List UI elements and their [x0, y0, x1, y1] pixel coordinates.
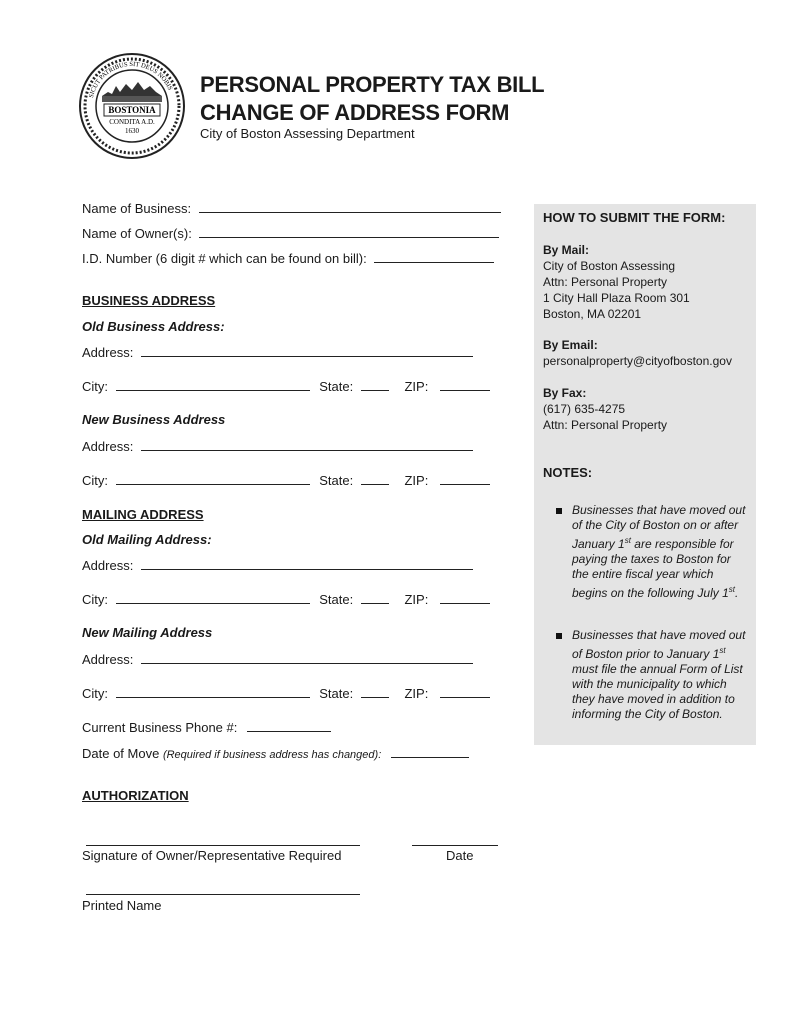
fax-attn: Attn: Personal Property — [543, 418, 668, 432]
owner-name-label: Name of Owner(s): — [82, 226, 192, 241]
seal-motto-text: SICUT PATRIBUS SIT DEUS NOBIS — [87, 60, 174, 99]
note-2: Businesses that have moved out of Boston prior to January 1st must file the annual Form of List with the municipality to which they have moved in addition to informing the City of Boston. — [572, 628, 746, 721]
address-label: Address: — [82, 345, 134, 360]
new-mailing-state-input[interactable] — [361, 685, 389, 698]
authorization-heading: AUTHORIZATION — [82, 788, 189, 803]
new-business-address-row — [82, 438, 473, 454]
address-label: Address: — [82, 439, 134, 454]
old-mailing-address-input[interactable] — [141, 557, 473, 570]
fax-number: (617) 635-4275 — [543, 402, 626, 416]
old-business-city-row — [82, 378, 490, 394]
note-1: Businesses that have moved out of the City of Boston on or after January 1st are responsible for paying the taxes to Boston for the entire fiscal year which begins on the following July 1st. — [572, 503, 746, 600]
fax-heading: By Fax: — [543, 386, 587, 400]
state-label: State: — [319, 379, 354, 394]
owner-name-input[interactable] — [199, 225, 499, 238]
submit-heading: HOW TO SUBMIT THE FORM: — [543, 210, 726, 225]
printed-name-label: Printed Name — [82, 898, 162, 913]
city-label: City: — [82, 379, 108, 394]
new-mailing-address-row — [82, 651, 473, 667]
new-mailing-city-row — [82, 685, 490, 701]
state-label: State: — [319, 686, 354, 701]
id-number-field-row — [82, 250, 494, 266]
mail-line-1: City of Boston Assessing — [543, 259, 676, 273]
phone-label: Current Business Phone #: — [82, 720, 238, 735]
department-subtitle: City of Boston Assessing Department — [200, 126, 415, 141]
bullet-icon — [556, 508, 562, 514]
email-heading: By Email: — [543, 338, 598, 352]
business-name-field-row — [82, 200, 501, 216]
old-mailing-city-input[interactable] — [116, 591, 310, 604]
old-mailing-zip-input[interactable] — [440, 591, 490, 604]
mail-line-3: 1 City Hall Plaza Room 301 — [543, 291, 690, 305]
old-business-address-row — [82, 344, 473, 360]
move-date-note: (Required if business address has changed): — [162, 749, 382, 761]
new-mailing-city-input[interactable] — [116, 685, 310, 698]
notes-heading: NOTES: — [543, 465, 593, 480]
email-address: personalproperty@cityofboston.gov — [543, 354, 732, 368]
new-business-address-heading: New Business Address — [82, 412, 226, 427]
new-business-state-input[interactable] — [361, 472, 389, 485]
printed-name-input[interactable] — [86, 894, 360, 895]
mail-line-4: Boston, MA 02201 — [543, 307, 642, 321]
form-title-line1: PERSONAL PROPERTY TAX BILL — [200, 72, 545, 97]
zip-label: ZIP: — [404, 592, 429, 607]
zip-label: ZIP: — [404, 473, 429, 488]
owner-name-field-row — [82, 225, 499, 241]
seal-city-text: BOSTONIA — [108, 105, 156, 115]
city-label: City: — [82, 592, 108, 607]
state-label: State: — [319, 473, 354, 488]
old-mailing-address-heading: Old Mailing Address: — [82, 532, 212, 547]
new-business-city-input[interactable] — [116, 472, 310, 485]
instructions-sidebar — [534, 204, 756, 745]
id-number-input[interactable] — [374, 250, 494, 263]
move-date-field-row — [82, 745, 469, 761]
id-number-label: I.D. Number (6 digit # which can be found on bill): — [82, 251, 367, 266]
old-mailing-address-row — [82, 557, 473, 573]
date-label: Date — [446, 848, 474, 863]
old-mailing-state-input[interactable] — [361, 591, 389, 604]
seal-condita-text: CONDITA A.D. — [109, 118, 155, 126]
new-business-address-input[interactable] — [141, 438, 473, 451]
state-label: State: — [319, 592, 354, 607]
city-label: City: — [82, 686, 108, 701]
old-business-address-heading: Old Business Address: — [82, 319, 225, 334]
address-label: Address: — [82, 652, 134, 667]
old-business-city-input[interactable] — [116, 378, 310, 391]
signature-label: Signature of Owner/Representative Required — [82, 848, 342, 863]
signature-input[interactable] — [86, 845, 360, 846]
business-address-heading: BUSINESS ADDRESS — [82, 293, 216, 308]
phone-input[interactable] — [247, 719, 331, 732]
seal-year-text: 1630 — [125, 127, 139, 135]
city-seal-icon — [78, 52, 186, 160]
new-mailing-zip-input[interactable] — [440, 685, 490, 698]
move-date-input[interactable] — [391, 745, 469, 758]
old-business-zip-input[interactable] — [440, 378, 490, 391]
mail-line-2: Attn: Personal Property — [543, 275, 668, 289]
new-mailing-address-heading: New Mailing Address — [82, 625, 213, 640]
new-mailing-address-input[interactable] — [141, 651, 473, 664]
date-input[interactable] — [412, 845, 498, 846]
move-date-label: Date of Move — [82, 746, 160, 761]
old-business-address-input[interactable] — [141, 344, 473, 357]
new-business-zip-input[interactable] — [440, 472, 490, 485]
business-name-label: Name of Business: — [82, 201, 192, 216]
bullet-icon — [556, 633, 562, 639]
new-business-city-row — [82, 472, 490, 488]
zip-label: ZIP: — [404, 379, 429, 394]
address-label: Address: — [82, 558, 134, 573]
old-business-state-input[interactable] — [361, 378, 389, 391]
zip-label: ZIP: — [404, 686, 429, 701]
form-title-line2: CHANGE OF ADDRESS FORM — [200, 100, 510, 125]
mailing-address-heading: MAILING ADDRESS — [82, 507, 204, 522]
mail-heading: By Mail: — [543, 243, 590, 257]
old-mailing-city-row — [82, 591, 490, 607]
phone-field-row — [82, 719, 331, 735]
city-label: City: — [82, 473, 108, 488]
business-name-input[interactable] — [199, 200, 501, 213]
